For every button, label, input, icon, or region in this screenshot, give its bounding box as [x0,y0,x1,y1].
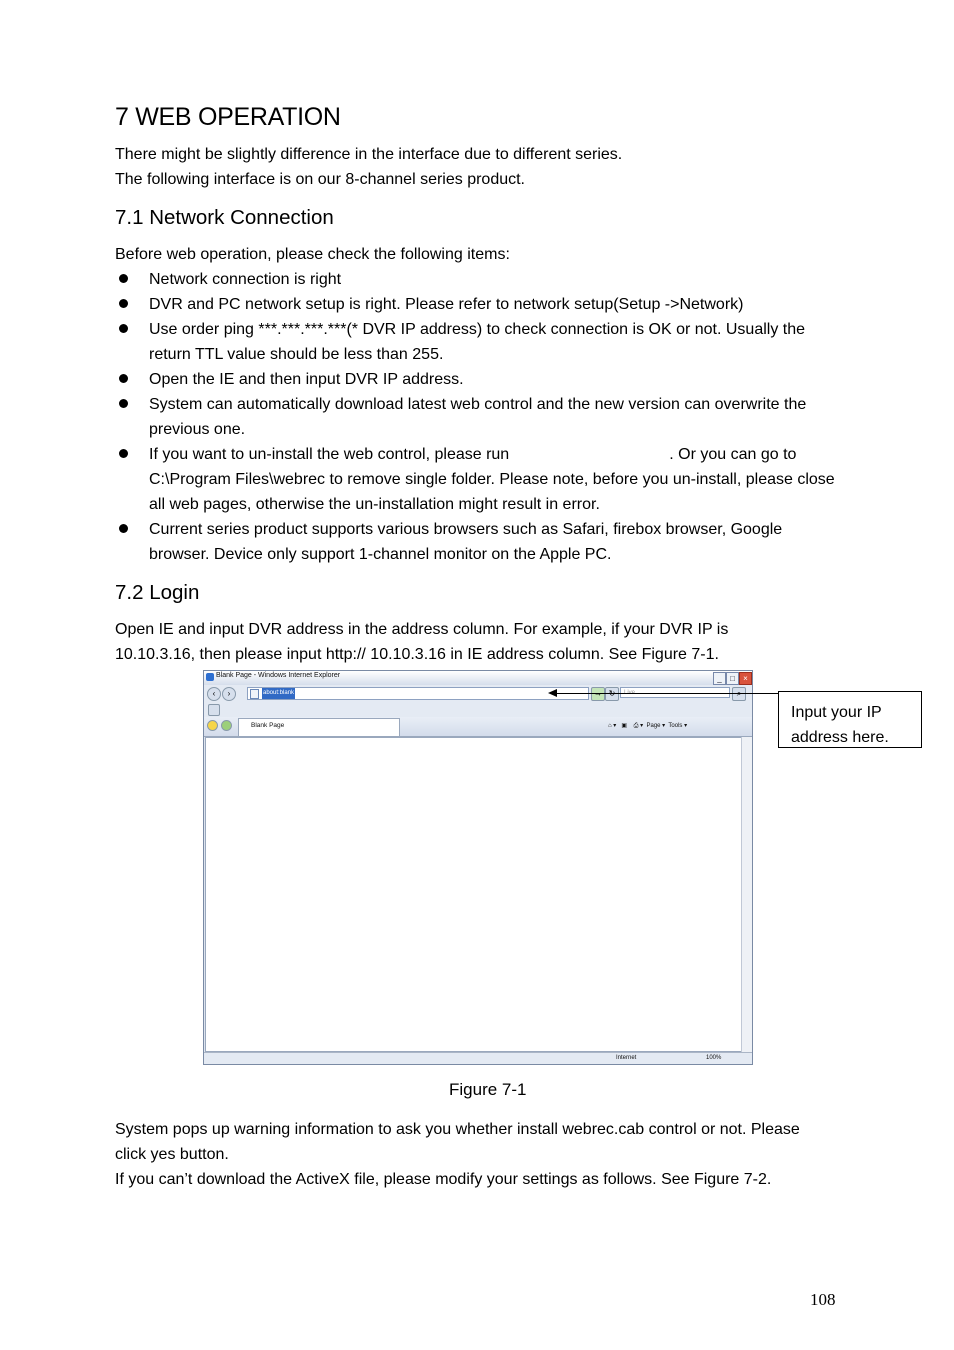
section-title-network: 7.1 Network Connection [115,206,334,229]
minimize-icon[interactable]: _ [713,672,726,685]
tab-blank-page[interactable] [238,718,400,736]
address-text: about:blank [262,688,295,699]
section-title-login: 7.2 Login [115,581,200,604]
page-icon [250,689,259,699]
navigation-bar [204,685,752,703]
callout-box [778,691,922,748]
login-para-line-2: 10.10.3.16, then please input http:// 10.10.3.16 in IE address column. See Figure 7-1. [115,646,719,663]
login-para-line-1: Open IE and input DVR address in the address column. For example, if your DVR IP is [115,621,729,638]
go-icon[interactable] [591,687,605,701]
callout-line [556,693,778,694]
command-bar [204,703,752,717]
bullet-icon [119,274,128,283]
back-icon[interactable]: ‹ [207,687,221,701]
status-bar [204,1052,752,1065]
bullet-icon [119,449,128,458]
favorites-star-icon[interactable] [207,720,218,731]
add-favorites-icon[interactable] [221,720,232,731]
after-line-2: click yes button. [115,1146,229,1163]
callout-line-2: address here. [791,729,889,746]
refresh-icon[interactable] [605,687,619,701]
list-item: System can automatically download latest web control and the new version can overwrite the previous one. [149,396,807,438]
links-icon[interactable] [208,704,220,716]
after-line-3: If you can’t download the ActiveX file, please modify your settings as follows. See Figure 7-2. [115,1171,772,1188]
tab-bar [204,717,752,737]
window-title: Blank Page - Windows Internet Explorer [216,672,341,679]
feeds-icon[interactable]: ▣ [621,723,627,729]
blank-content-area [205,737,743,1052]
list-item: Current series product supports various browsers such as Safari, firebox browser, Google browser. Device only support 1-channel monitor on the Apple PC. [149,521,783,563]
ie-logo-icon [206,673,214,681]
bullet-icon [119,299,128,308]
bullet-icon [119,524,128,533]
list-item: DVR and PC network setup is right. Please refer to network setup(Setup ->Network) [149,296,744,313]
toolbar-right: ⌂ ▾ ▣ ⎙ ▾ Page ▾ Tools ▾ [608,723,688,729]
vertical-scrollbar[interactable] [741,737,752,1052]
bullet-icon [119,324,128,333]
list-item: Network connection is right [149,271,342,288]
section-lead: Before web operation, please check the following items: [115,246,510,263]
ie-window-screenshot [203,670,753,1065]
zoom-level[interactable]: 100% [706,1055,722,1061]
print-icon[interactable]: ⎙ ▾ [633,723,644,729]
home-icon[interactable]: ⌂ ▾ [608,723,617,729]
intro-line-1: There might be slightly difference in the interface due to different series. [115,146,623,163]
list-item: Open the IE and then input DVR IP address. [149,371,464,388]
search-icon[interactable] [732,687,746,701]
maximize-icon[interactable]: □ [726,672,739,685]
after-line-1: System pops up warning information to ask you whether install webrec.cab control or not. Please [115,1121,800,1138]
list-item: Use order ping ***.***.***.***(* DVR IP address) to check connection is OK or not. Usually the return TTL value should be less than 255. [149,321,806,363]
bullet-icon [119,399,128,408]
title-bar [204,671,752,685]
page-menu[interactable]: Page [646,723,661,729]
list-item: If you want to un-install the web control, please run . Or you can go to C:\Program Files\webrec to remove single folder. Please note, before you un-install, please close all web pages, otherwise the un-installation might result in error. [149,446,840,513]
arrowhead-icon [548,689,557,697]
tab-label: Blank Page [251,722,285,729]
chapter-heading: 7 WEB OPERATION [115,103,341,131]
callout-line-1: Input your IP [791,704,882,721]
bullet-icon [119,374,128,383]
zone-label: Internet [616,1055,637,1061]
close-icon[interactable]: × [739,672,752,685]
tools-menu[interactable]: Tools [668,723,683,729]
page-number: 108 [810,1290,836,1309]
figure-caption: Figure 7-1 [449,1080,527,1099]
address-bar[interactable] [247,687,589,700]
intro-line-2: The following interface is on our 8-channel series product. [115,171,525,188]
forward-icon[interactable]: › [222,687,236,701]
